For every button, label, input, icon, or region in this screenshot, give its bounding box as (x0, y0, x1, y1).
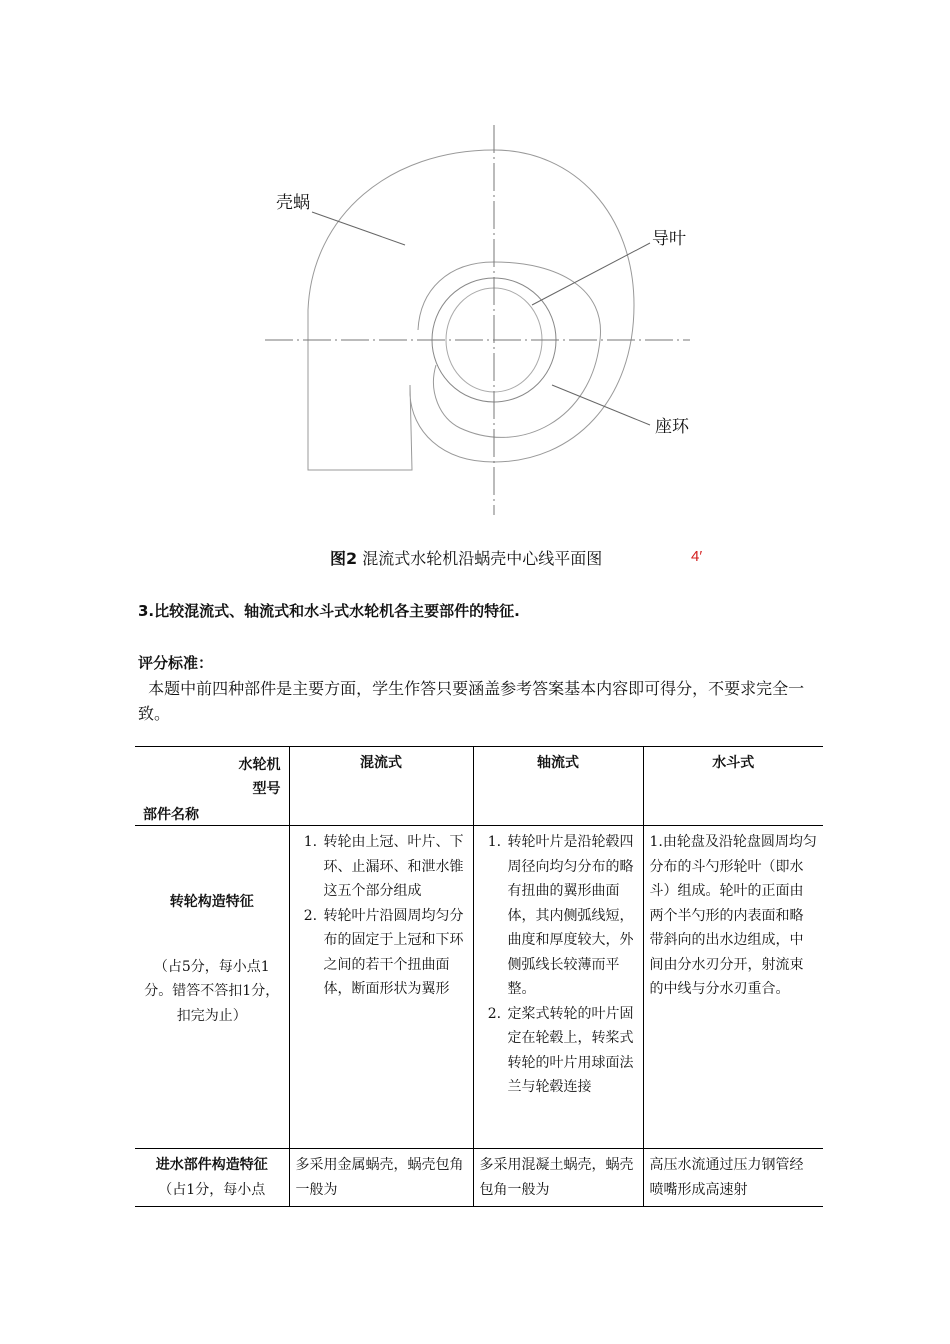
row2-kaplan: 多采用混凝土蜗壳，蜗壳包角一般为 (473, 1149, 643, 1207)
figure-caption (330, 546, 602, 569)
table-header-row (135, 747, 823, 826)
inner-spiral (418, 262, 601, 437)
criteria-text (138, 676, 824, 726)
row1-pelton: 1.由轮盘及沿轮盘圆周均匀分布的斗勺形轮叶（即水斗）组成。轮叶的正面由两个半勺形的内表面和略带斜向的出水边组成，中间由分水刃分开，射流束的中线与分水刃重合。 (643, 826, 823, 1149)
row1-title: 转轮构造特征 (169, 894, 254, 910)
criteria-label: 评分标准： (138, 654, 214, 672)
row1-kaplan (473, 826, 643, 1149)
corner-cell (135, 747, 289, 826)
comparison-table (135, 746, 823, 1207)
score-mark: 4′ (691, 548, 703, 565)
row2-note: （占1分，每小点 (158, 1181, 266, 1198)
label-stay-ring: 座环 (655, 417, 689, 437)
col-pelton: 水斗式 (643, 747, 823, 826)
guide-vane-leader (532, 243, 650, 305)
stay-ring-leader (552, 385, 650, 425)
row2-head (135, 1149, 289, 1207)
list-item: 1. 转轮由上冠、叶片、下环、止漏环、和泄水锥这五个部分组成 (322, 830, 467, 904)
caption-text: 混流式水轮机沿蜗壳中心线平面图 (362, 549, 603, 568)
table-row (135, 1149, 823, 1207)
corner-bottom: 部件名称 (143, 807, 199, 823)
list-item: 1. 转轮叶片是沿轮毂四周径向均匀分布的略有扭曲的翼形曲面体，其内侧弧线短，曲度和厚度较大，外侧弧线长较薄而平整。 (506, 830, 637, 1002)
caption-number: 2 (346, 549, 358, 568)
col-kaplan: 轴流式 (473, 747, 643, 826)
list-item: 2. 转轮叶片沿圆周均匀分布的固定于上冠和下环之间的若干个扭曲面体，断面形状为翼形 (322, 904, 467, 1002)
criteria-body: 本题中前四种部件是主要方面，学生作答只要涵盖参考答案基本内容即可得分，不要求完全一致。 (138, 679, 805, 723)
turbine-volute-diagram (0, 0, 950, 540)
caption-prefix: 图 (330, 549, 347, 568)
row1-note: （占5分，每小点1分。错答不答扣1分，扣完为止） (144, 958, 280, 1024)
volute-outline (308, 150, 634, 470)
row1-francis (289, 826, 473, 1149)
col-francis: 混流式 (289, 747, 473, 826)
table-row (135, 826, 823, 1149)
volute-leader (312, 212, 405, 245)
row1-head (135, 826, 289, 1149)
row2-francis: 多采用金属蜗壳，蜗壳包角一般为 (289, 1149, 473, 1207)
row2-title: 进水部件构造特征 (155, 1157, 268, 1173)
question-title: 3.比较混流式、轴流式和水斗式水轮机各主要部件的特征. (138, 602, 520, 620)
row2-pelton: 高压水流通过压力钢管经喷嘴形成高速射 (643, 1149, 823, 1207)
label-volute: 壳蜗 (276, 193, 310, 213)
corner-top2: 型号 (252, 781, 281, 797)
list-item: 2. 定桨式转轮的叶片固定在轮毂上，转桨式转轮的叶片用球面法兰与轮毂连接 (506, 1002, 637, 1100)
label-guide-vane: 导叶 (652, 229, 686, 249)
corner-top1: 水轮机 (238, 757, 281, 773)
